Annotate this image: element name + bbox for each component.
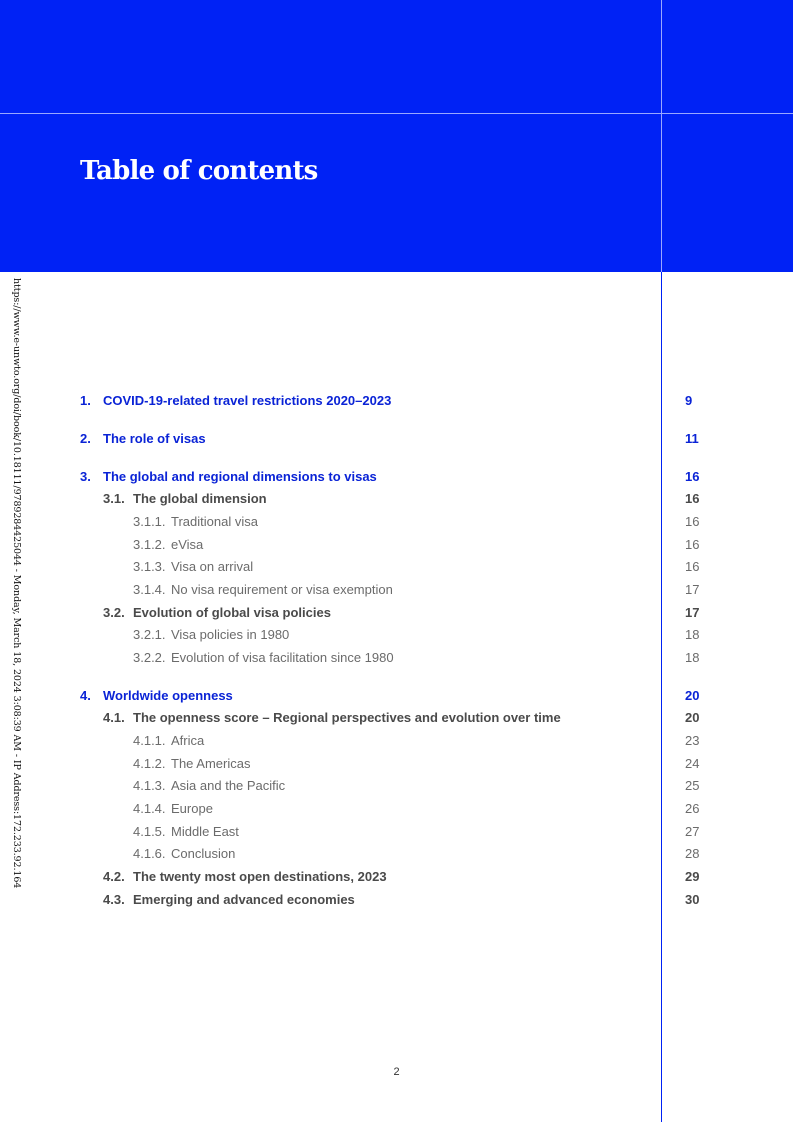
- toc-label[interactable]: Evolution of visa facilitation since 1980: [171, 650, 394, 665]
- toc-label[interactable]: The twenty most open destinations, 2023: [133, 869, 387, 884]
- toc-chapter-4[interactable]: [0, 686, 793, 706]
- toc-page[interactable]: 17: [685, 605, 700, 620]
- toc-page[interactable]: 16: [685, 491, 700, 506]
- toc-section-4-3[interactable]: [0, 890, 793, 910]
- toc-subsection-4-1-3[interactable]: [0, 776, 793, 796]
- toc-chapter-3[interactable]: [0, 467, 793, 487]
- toc-label[interactable]: No visa requirement or visa exemption: [171, 582, 393, 597]
- toc-section-4-2[interactable]: [0, 867, 793, 887]
- toc-number: 4.2.: [103, 869, 125, 884]
- toc-page[interactable]: 27: [685, 824, 700, 839]
- toc-number: 3.1.1.: [133, 514, 166, 529]
- toc-page[interactable]: 30: [685, 892, 700, 907]
- toc-subsection-3-1-2[interactable]: [0, 535, 793, 555]
- toc-number: 3.2.: [103, 605, 125, 620]
- toc-page[interactable]: 11: [685, 431, 699, 446]
- toc-label[interactable]: The global dimension: [133, 491, 267, 506]
- toc-number: 3.2.2.: [133, 650, 166, 665]
- toc-page[interactable]: 26: [685, 801, 700, 816]
- toc-page[interactable]: 16: [685, 469, 700, 484]
- toc-number: 4.1.3.: [133, 778, 166, 793]
- toc-chapter-2[interactable]: [0, 429, 793, 449]
- toc-label[interactable]: The Americas: [171, 756, 251, 771]
- toc-label[interactable]: Europe: [171, 801, 213, 816]
- toc-page[interactable]: 18: [685, 650, 700, 665]
- toc-number: 1.: [80, 393, 91, 408]
- toc-page[interactable]: 17: [685, 582, 700, 597]
- toc-number: 4.1.6.: [133, 846, 166, 861]
- toc-section-4-1[interactable]: [0, 708, 793, 728]
- toc-number: 4.1.1.: [133, 733, 166, 748]
- toc-subsection-3-2-1[interactable]: [0, 625, 793, 645]
- toc-page[interactable]: 16: [685, 514, 700, 529]
- toc-page[interactable]: 20: [685, 710, 700, 725]
- toc-subsection-4-1-4[interactable]: [0, 799, 793, 819]
- toc-number: 4.1.2.: [133, 756, 166, 771]
- toc-number: 4.1.: [103, 710, 125, 725]
- toc-page[interactable]: 28: [685, 846, 700, 861]
- toc-section-3-2[interactable]: [0, 603, 793, 623]
- header-divider: [0, 113, 793, 114]
- margin-rule-top: [661, 0, 662, 272]
- header-banner: [0, 0, 793, 272]
- toc-section-3-1[interactable]: [0, 489, 793, 509]
- toc-label[interactable]: Conclusion: [171, 846, 236, 861]
- toc-page[interactable]: 16: [685, 537, 700, 552]
- toc-label[interactable]: The global and regional dimensions to visas: [103, 469, 377, 484]
- toc-label[interactable]: The openness score – Regional perspectives and evolution over time: [133, 710, 561, 725]
- toc-subsection-4-1-1[interactable]: [0, 731, 793, 751]
- toc-chapter-1[interactable]: [0, 391, 793, 411]
- toc-number: 3.1.4.: [133, 582, 166, 597]
- toc-number: 3.1.2.: [133, 537, 166, 552]
- toc-subsection-3-1-3[interactable]: [0, 557, 793, 577]
- download-stamp: https://www.e-unwto.org/doi/book/10.18111/9789284425044 - Monday, March 18, 2024 3:08:39 AM - IP Address:172.233.92.164: [11, 278, 22, 889]
- toc-subsection-3-2-2[interactable]: [0, 648, 793, 668]
- toc-subsection-3-1-4[interactable]: [0, 580, 793, 600]
- toc-label[interactable]: Emerging and advanced economies: [133, 892, 355, 907]
- toc-label[interactable]: Visa policies in 1980: [171, 627, 290, 642]
- toc-number: 3.2.1.: [133, 627, 166, 642]
- toc-label[interactable]: Africa: [171, 733, 205, 748]
- toc-page[interactable]: 18: [685, 627, 700, 642]
- page-title: Table of contents: [80, 156, 318, 186]
- toc-label[interactable]: The role of visas: [103, 431, 206, 446]
- toc-label[interactable]: Visa on arrival: [171, 559, 254, 574]
- toc-page[interactable]: 24: [685, 756, 700, 771]
- toc-number: 4.: [80, 688, 91, 703]
- toc-number: 4.1.5.: [133, 824, 166, 839]
- toc-number: 3.1.3.: [133, 559, 166, 574]
- toc-page[interactable]: 29: [685, 869, 700, 884]
- toc-number: 2.: [80, 431, 91, 446]
- toc-number: 4.3.: [103, 892, 125, 907]
- toc-subsection-3-1-1[interactable]: [0, 512, 793, 532]
- toc-subsection-4-1-6[interactable]: [0, 844, 793, 864]
- toc-subsection-4-1-2[interactable]: [0, 754, 793, 774]
- toc-number: 3.: [80, 469, 91, 484]
- toc-subsection-4-1-5[interactable]: [0, 822, 793, 842]
- toc-page[interactable]: 25: [685, 778, 700, 793]
- toc-number: 3.1.: [103, 491, 125, 506]
- toc-page[interactable]: 20: [685, 688, 700, 703]
- toc-page[interactable]: 16: [685, 559, 700, 574]
- toc-page[interactable]: 9: [685, 393, 693, 408]
- page-number: 2: [393, 1066, 400, 1078]
- toc-label[interactable]: Traditional visa: [171, 514, 258, 529]
- toc-label[interactable]: COVID-19-related travel restrictions 2020–2023: [103, 393, 392, 408]
- toc-label[interactable]: Worldwide openness: [103, 688, 233, 703]
- toc-label[interactable]: Middle East: [171, 824, 239, 839]
- toc-label[interactable]: eVisa: [171, 537, 204, 552]
- toc-label[interactable]: Asia and the Pacific: [171, 778, 286, 793]
- toc-number: 4.1.4.: [133, 801, 166, 816]
- toc-page[interactable]: 23: [685, 733, 700, 748]
- toc-label[interactable]: Evolution of global visa policies: [133, 605, 331, 620]
